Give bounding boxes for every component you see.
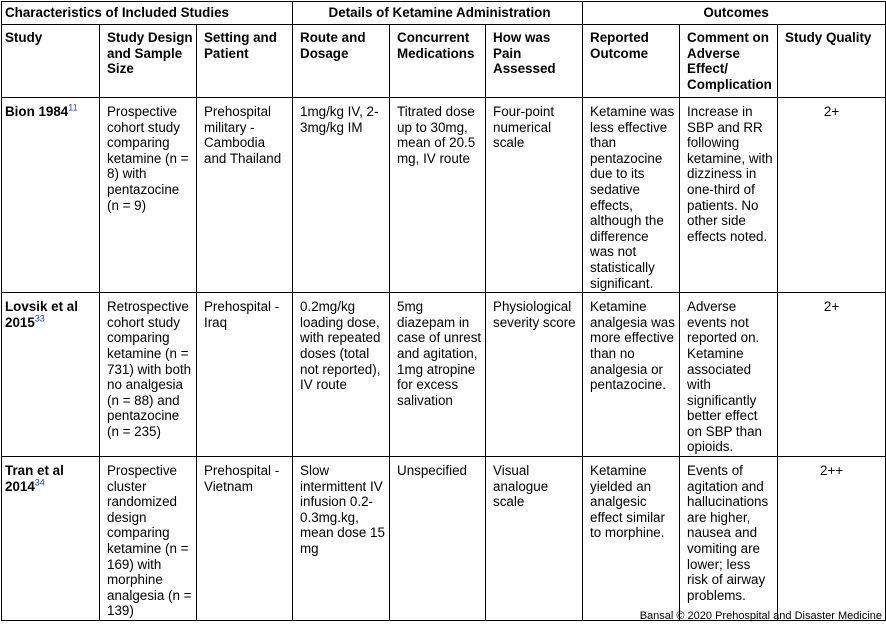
medications-cell: Titrated dose up to 30mg, mean of 20.5 mg, IV route bbox=[390, 98, 486, 293]
reference-link[interactable]: 11 bbox=[68, 102, 78, 113]
outcome-cell: Ketamine yielded an analgesic effect similar to morphine. bbox=[583, 457, 680, 621]
group-outcomes: Outcomes bbox=[583, 2, 886, 25]
study-name: Lovsik et al 2015 bbox=[5, 299, 78, 330]
route-cell: 1mg/kg IV, 2-3mg/kg IM bbox=[293, 98, 390, 293]
quality-cell: 2+ bbox=[778, 293, 886, 457]
medications-cell: 5mg diazepam in case of unrest and agitation, 1mg atropine for excess salivation bbox=[390, 293, 486, 457]
reference-link[interactable]: 33 bbox=[34, 313, 45, 324]
outcome-cell: Ketamine analgesia was more effective than no analgesia or pentazocine. bbox=[583, 293, 680, 457]
design-cell: Prospective cohort study comparing ketamine (n = 8) with pentazocine (n = 9) bbox=[100, 98, 197, 293]
group-characteristics: Characteristics of Included Studies bbox=[2, 2, 293, 25]
studies-table bbox=[1, 1, 886, 621]
col-header-adverse: Comment on Adverse Effect/ Complication bbox=[680, 25, 778, 98]
adverse-cell: Adverse events not reported on. Ketamine associated with significantly better effect on SBP than opioids. bbox=[680, 293, 778, 457]
table-row bbox=[2, 293, 886, 457]
col-header-medications: Concurrent Medications bbox=[390, 25, 486, 98]
col-header-design: Study Design and Sample Size bbox=[100, 25, 197, 98]
setting-cell: Prehospital - Vietnam bbox=[197, 457, 293, 621]
medications-cell: Unspecified bbox=[390, 457, 486, 621]
setting-cell: Prehospital military - Cambodia and Thailand bbox=[197, 98, 293, 293]
study-cell bbox=[2, 98, 100, 293]
col-header-study: Study bbox=[2, 25, 100, 98]
setting-cell: Prehospital - Iraq bbox=[197, 293, 293, 457]
group-header-row bbox=[2, 2, 886, 25]
route-cell: 0.2mg/kg loading dose, with repeated doses (total not reported), IV route bbox=[293, 293, 390, 457]
adverse-cell: Increase in SBP and RR following ketamine, with dizziness in one-third of patients. No other side effects noted. bbox=[680, 98, 778, 293]
col-header-setting: Setting and Patient bbox=[197, 25, 293, 98]
study-name: Tran et al 2014 bbox=[5, 463, 64, 494]
study-name: Bion 1984 bbox=[5, 104, 69, 119]
design-cell: Prospective cluster randomized design comparing ketamine (n = 169) with morphine analgesia (n = 139) bbox=[100, 457, 197, 621]
table-row bbox=[2, 457, 886, 621]
table-row bbox=[2, 98, 886, 293]
col-header-quality: Study Quality bbox=[778, 25, 886, 98]
outcome-cell: Ketamine was less effective than pentazocine due to its sedative effects, although the difference was not statistically significant. bbox=[583, 98, 680, 293]
pain-cell: Physiological severity score bbox=[486, 293, 583, 457]
copyright-credit: Bansal © 2020 Prehospital and Disaster Medicine bbox=[639, 610, 882, 622]
column-header-row bbox=[2, 25, 886, 98]
col-header-route: Route and Dosage bbox=[293, 25, 390, 98]
design-cell: Retrospective cohort study comparing ketamine (n = 731) with both no analgesia (n = 88) and pentazocine (n = 235) bbox=[100, 293, 197, 457]
col-header-outcome: Reported Outcome bbox=[583, 25, 680, 98]
col-header-pain: How was Pain Assessed bbox=[486, 25, 583, 98]
study-cell bbox=[2, 457, 100, 621]
pain-cell: Four-point numerical scale bbox=[486, 98, 583, 293]
pain-cell: Visual analogue scale bbox=[486, 457, 583, 621]
study-cell bbox=[2, 293, 100, 457]
group-ketamine-administration: Details of Ketamine Administration bbox=[293, 2, 583, 25]
route-cell: Slow intermittent IV infusion 0.2-0.3mg.kg, mean dose 15 mg bbox=[293, 457, 390, 621]
adverse-cell: Events of agitation and hallucinations are higher, nausea and vomiting are lower; less risk of airway problems. bbox=[680, 457, 778, 621]
reference-link[interactable]: 34 bbox=[34, 477, 45, 488]
quality-cell: 2++ bbox=[778, 457, 886, 621]
quality-cell: 2+ bbox=[778, 98, 886, 293]
